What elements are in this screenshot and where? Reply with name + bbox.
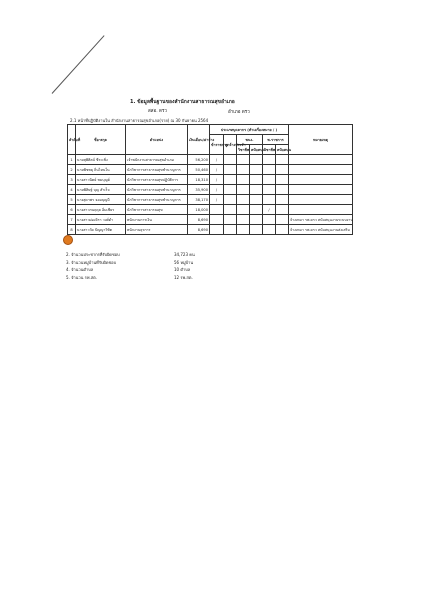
- header-personnel-type: ประเภทบุคลากร (ทำเครื่องหมาย / ): [210, 125, 289, 135]
- row-number: 5: [68, 195, 76, 205]
- row-mark-civil-servant: [210, 205, 224, 215]
- header-employee: พนง.: [237, 135, 263, 145]
- row-mark-gov-professional: [263, 155, 276, 165]
- row-mark-employee-support: [250, 165, 263, 175]
- row-remark: จ้างเหมา รพ.ดรว สนับสนุนงานส่งเสริม: [289, 225, 353, 235]
- summary-label: 5. จำนวน รพ.สต.: [66, 274, 98, 280]
- row-number: 1: [68, 155, 76, 165]
- row-mark-civil-servant: /: [210, 195, 224, 205]
- row-mark-permanent-employee: [224, 205, 237, 215]
- summary-label: 2. จำนวนประชากรที่รับผิดชอบ: [66, 252, 120, 257]
- row-remark: [289, 195, 353, 205]
- row-position: นักวิชาการสาธารณสุขชำนาญการ: [126, 165, 188, 175]
- header-employee-support: สนับสนุน: [250, 145, 263, 155]
- row-mark-gov-professional: /: [263, 205, 276, 215]
- pen-stroke: [52, 35, 105, 94]
- row-mark-permanent-employee: [224, 165, 237, 175]
- row-position: นักวิชาการสาธารณสุข: [126, 205, 188, 215]
- row-mark-employee-support: [250, 155, 263, 165]
- row-mark-permanent-employee: [224, 175, 237, 185]
- row-mark-gov-support: [276, 205, 289, 215]
- header-no: ลำดับที่: [68, 125, 76, 155]
- row-salary: 8,690: [188, 215, 210, 225]
- row-number: 7: [68, 215, 76, 225]
- row-mark-gov-professional: [263, 225, 276, 235]
- row-name: นางสาววัด ปัญญาวิทิต: [76, 225, 126, 235]
- row-mark-gov-support: [276, 155, 289, 165]
- row-salary: 18,000: [188, 205, 210, 215]
- row-name: นายพิชชยุ ถิ่นไหนใน: [76, 165, 126, 175]
- summary-value: 56 หมู่บ้าน: [174, 259, 194, 265]
- row-mark-permanent-employee: [224, 155, 237, 165]
- header-gov-support: สนับสนุน: [276, 145, 289, 155]
- row-mark-gov-professional: [263, 175, 276, 185]
- row-position: พนักงานธุรการ: [126, 225, 188, 235]
- row-mark-civil-servant: /: [210, 155, 224, 165]
- summary-value: 34,723 คน: [174, 252, 195, 257]
- row-mark-permanent-employee: [224, 185, 237, 195]
- row-number: 6: [68, 205, 76, 215]
- row-mark-employee-support: [250, 205, 263, 215]
- row-salary: 38,170: [188, 195, 210, 205]
- row-name: นางสาวกนฤดุล อิ่มเชียร: [76, 205, 126, 215]
- row-mark-employee-professional: [237, 155, 250, 165]
- row-mark-employee-professional: [237, 195, 250, 205]
- row-number: 4: [68, 185, 76, 195]
- row-name: นางสาวผ่องจิรา วงศ์ดำ: [76, 215, 126, 225]
- row-name: นายสุพิศิลป์ ชีระเซิ่ง: [76, 155, 126, 165]
- row-mark-employee-professional: [237, 205, 250, 215]
- document-title: 1. ข้อมูลพื้นฐานของสำนักงานสาธารณสุขอำเภอ: [130, 99, 235, 105]
- row-mark-permanent-employee: [224, 225, 237, 235]
- header-civil-servant: ข้าราชการ: [210, 135, 224, 155]
- row-remark: [289, 185, 353, 195]
- summary-row: [66, 251, 326, 259]
- header-name: ชื่อ-สกุล: [76, 125, 126, 155]
- office-line: สสอ. ดรว: [148, 109, 167, 114]
- table-row: [68, 175, 353, 185]
- row-mark-employee-support: [250, 185, 263, 195]
- header-gov-professional: วิชาชีพ: [263, 145, 276, 155]
- table-row: [68, 165, 353, 175]
- summary-label: 4. จำนวนตำบล: [66, 267, 94, 272]
- row-mark-employee-support: [250, 225, 263, 235]
- district-line: อำเภอ ดรว: [228, 110, 250, 115]
- row-mark-civil-servant: /: [210, 185, 224, 195]
- table-caption: 2.1 หน้าที่ปฏิบัติงานใน สำนักงานสาธารณสุขอำเภอ(ราย) ณ 30 กันยายน 2564: [70, 118, 209, 123]
- row-mark-employee-support: [250, 195, 263, 205]
- row-name: นางสาวนิตย์ ชมบุญย์: [76, 175, 126, 185]
- row-mark-gov-professional: [263, 165, 276, 175]
- row-remark: [289, 155, 353, 165]
- table-row: [68, 215, 353, 225]
- header-permanent-employee: ลูกจ้างประจำ: [224, 135, 237, 155]
- row-salary: 35,900: [188, 185, 210, 195]
- row-salary: 8,690: [188, 225, 210, 235]
- row-remark: [289, 165, 353, 175]
- row-mark-employee-support: [250, 215, 263, 225]
- summary-list: [66, 251, 326, 281]
- row-mark-employee-professional: [237, 185, 250, 195]
- summary-row: [66, 274, 326, 282]
- row-number: 3: [68, 175, 76, 185]
- staff-table: [67, 124, 353, 235]
- row-position: นักวิชาการสาธารณสุขชำนาญการ: [126, 185, 188, 195]
- row-mark-permanent-employee: [224, 215, 237, 225]
- row-number: 8: [68, 225, 76, 235]
- summary-label: 3. จำนวนหมู่บ้านที่รับผิดชอบ: [66, 259, 117, 265]
- row-mark-gov-support: [276, 165, 289, 175]
- row-remark: [289, 175, 353, 185]
- row-mark-employee-support: [250, 175, 263, 185]
- table-row: [68, 185, 353, 195]
- row-mark-employee-professional: [237, 225, 250, 235]
- row-name: นางสุดาพร จอมบุญมี: [76, 195, 126, 205]
- row-position: นักวิชาการสาธารณสุขปฏิบัติการ: [126, 175, 188, 185]
- row-mark-gov-professional: [263, 195, 276, 205]
- table-row: [68, 205, 353, 215]
- summary-value: 12 รพ.สต.: [174, 274, 193, 280]
- row-mark-civil-servant: /: [210, 165, 224, 175]
- row-mark-gov-support: [276, 175, 289, 185]
- row-position: พนักงานการเงิน: [126, 215, 188, 225]
- row-mark-gov-support: [276, 225, 289, 235]
- row-salary: 56,200: [188, 155, 210, 165]
- row-number: 2: [68, 165, 76, 175]
- row-mark-gov-support: [276, 185, 289, 195]
- row-mark-gov-professional: [263, 215, 276, 225]
- row-remark: [289, 205, 353, 215]
- row-mark-gov-support: [276, 215, 289, 225]
- orange-marker-icon: [63, 235, 73, 245]
- header-position: ตำแหน่ง: [126, 125, 188, 155]
- row-salary: 50,460: [188, 165, 210, 175]
- row-mark-employee-professional: [237, 215, 250, 225]
- table-row: [68, 225, 353, 235]
- row-mark-employee-professional: [237, 175, 250, 185]
- summary-row: [66, 259, 326, 267]
- row-mark-employee-professional: [237, 165, 250, 175]
- row-mark-civil-servant: /: [210, 175, 224, 185]
- summary-row: [66, 266, 326, 274]
- summary-value: 10 ตำบล: [174, 267, 191, 272]
- row-position: เจ้าพนักงานสาธารณสุขอำเภอ: [126, 155, 188, 165]
- row-mark-permanent-employee: [224, 195, 237, 205]
- header-salary: เงินเดือน/ค่าจ้าง: [188, 125, 210, 155]
- row-mark-civil-servant: [210, 215, 224, 225]
- row-name: นายพิสิษฐ์ บุญ สำเร็จ: [76, 185, 126, 195]
- row-position: นักวิชาการสาธารณสุขชำนาญการ: [126, 195, 188, 205]
- table-row: [68, 155, 353, 165]
- table-row: [68, 195, 353, 205]
- row-mark-civil-servant: [210, 225, 224, 235]
- header-employee-professional: วิชาชีพ: [237, 145, 250, 155]
- row-salary: 18,310: [188, 175, 210, 185]
- header-remark: หมายเหตุ: [289, 125, 353, 155]
- header-gov-employee: พ.ราชการ: [263, 135, 289, 145]
- row-mark-gov-support: [276, 195, 289, 205]
- row-mark-gov-professional: [263, 185, 276, 195]
- row-remark: จ้างเหมา รพ.ดรว สนับสนุนงานระบบงาน: [289, 215, 353, 225]
